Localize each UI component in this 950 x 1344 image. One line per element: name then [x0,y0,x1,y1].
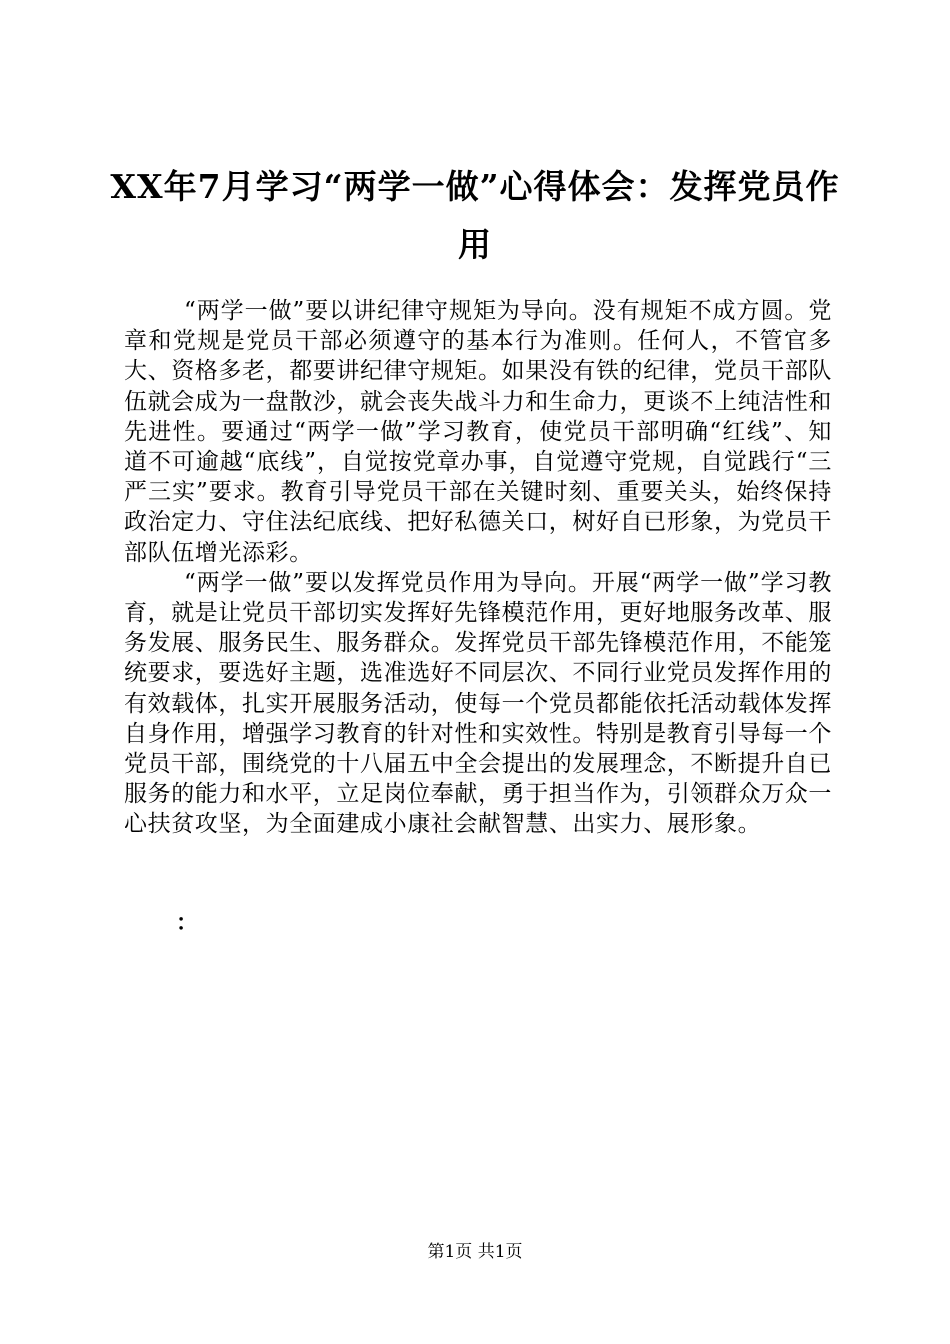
trailing-colon: ： [176,910,199,936]
document-body [124,296,832,840]
paragraph-discipline: “两学一做”要以讲纪律守规矩为导向。没有规矩不成方圆。党章和党规是党员干部必须遵守的基本行为准则。任何人，不管官多大、资格多老，都要讲纪律守规矩。如果没有铁的纪律，党员干部队伍就会成为一盘散沙，就会丧失战斗力和生命力，更谈不上纯洁性和先进性。要通过“两学一做”学习教育，使党员干部明确“红线”、知道不可逾越“底线”，自觉按党章办事，自觉遵守党规，自觉践行“三严三实”要求。教育引导党员干部在关键时刻、重要关头，始终保持政治定力、守住法纪底线、把好私德关口，树好自已形象，为党员干部队伍增光添彩。 [124,298,832,566]
document-title: XX年7月学习“两学一做”心得体会：发挥党员作用 [110,167,840,264]
page-footer: 第1页 共1页 [427,1242,523,1262]
paragraph-party-member-role: “两学一做”要以发挥党员作用为导向。开展“两学一做”学习教育，就是让党员干部切实发挥好先锋模范作用，更好地服务改革、服务发展、服务民生、服务群众。发挥党员干部先锋模范作用，不能笼统要求，要选好主题，选准选好不同层次、不同行业党员发挥作用的有效载体，扎实开展服务活动，使每一个党员都能依托活动载体发挥自身作用，增强学习教育的针对性和实效性。特别是教育引导每一个党员干部，围绕党的十八届五中全会提出的发展理念，不断提升自已服务的能力和水平，立足岗位奉献，勇于担当作为，引领群众万众一心扶贫攻坚，为全面建成小康社会献智慧、出实力、展形象。 [124,569,832,838]
